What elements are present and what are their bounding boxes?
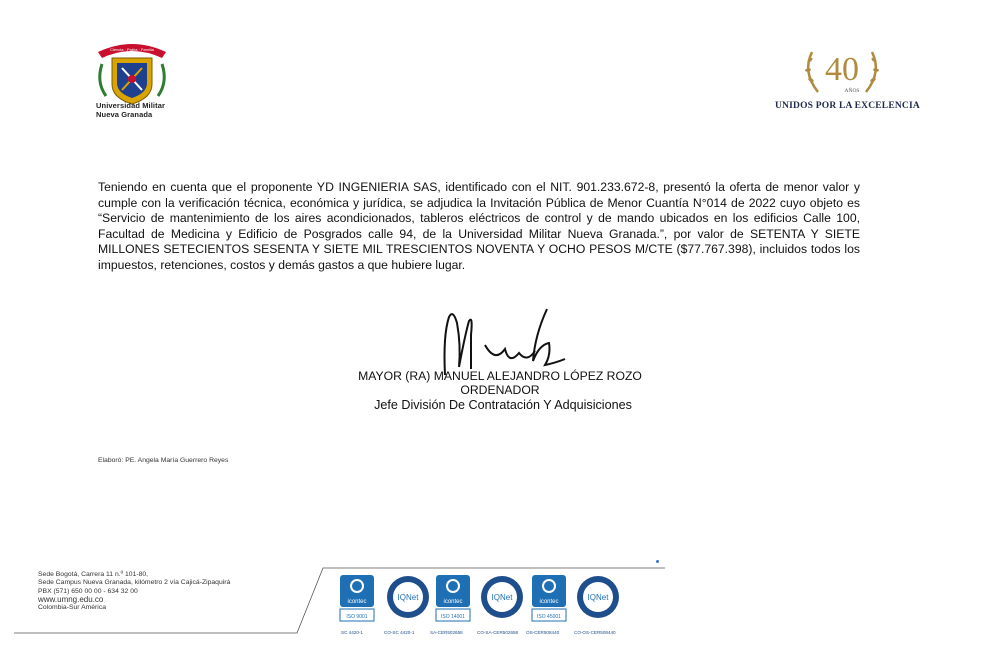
cert-code: CO-SA-CER502658	[477, 630, 519, 635]
university-line-2: Nueva Granada	[96, 109, 153, 119]
forty-years-logo	[800, 46, 884, 98]
iqnet-badge	[386, 573, 424, 630]
svg-text:ISO 45001: ISO 45001	[537, 614, 561, 620]
address-line: Sede Bogotá, Carrera 11 n.º 101-80,	[38, 571, 149, 578]
address-line: Sede Campus Nueva Granada, kilómetro 2 vía Cajicá-Zipaquirá	[38, 579, 231, 587]
website-link[interactable]: www.umng.edu.co	[38, 594, 104, 604]
signer-name: MAYOR (RA) MANUEL ALEJANDRO LÓPEZ ROZO	[358, 369, 642, 383]
svg-text:icontec: icontec	[443, 599, 463, 605]
signer-role: ORDENADOR	[460, 383, 540, 397]
iqnet-badge	[576, 573, 614, 630]
decorative-dot	[656, 560, 659, 563]
icontec-iso14001-icon	[434, 573, 472, 625]
cert-code: OS-CER508440	[526, 630, 560, 635]
award-paragraph: Teniendo en cuenta que el proponente YD INGENIERIA SAS, identificado con el NIT. 901.233.672-8, presentó la oferta de menor valor y cumple con la verificación técnica, económica y jurídica, se adjudica la Invitación Pública de Menor Cuantía N°014 de 2022 cuyo objeto es “Servicio de mantenimiento de los aires acondicionados, tableros eléctricos de control y de mando ubicados en los edificios Calle 100, Facultad de Medicina y Edificio de Posgrados calle 94, de la Universidad Militar Nueva Granada.”, por valor de SETENTA Y SIETE MILLONES SETECIENTOS SESENTA Y SIETE MIL TRESCIENTOS NOVENTA Y OCHO PESOS M/CTE ($77.767.398), incluidos todos los impuestos, retenciones, costos y demás gastos a que hubiere lugar.	[98, 180, 860, 272]
svg-text:icontec: icontec	[347, 599, 367, 605]
cert-code: SA-CER502658	[430, 630, 463, 635]
svg-text:IQNet: IQNet	[397, 593, 419, 602]
svg-text:icontec: icontec	[539, 599, 559, 605]
svg-text:40: 40	[825, 51, 859, 88]
svg-text:Ciencia · Patria · Familia: Ciencia · Patria · Familia	[110, 47, 154, 52]
footer-region: Colombia-Sur América	[38, 604, 106, 612]
cert-code: SC 4420-1	[341, 630, 363, 635]
svg-text:AÑOS: AÑOS	[844, 88, 860, 94]
svg-text:ISO 9001: ISO 9001	[346, 614, 368, 620]
iqnet-icon	[480, 573, 524, 625]
prepared-by: Elaboró: PE. Angela María Guerrero Reyes	[98, 457, 229, 464]
svg-text:ISO 14001: ISO 14001	[441, 614, 465, 620]
cert-code: CO-OS-CER508440	[574, 630, 616, 635]
address-line: PBX (571) 650 00 00 - 634 32 00	[38, 587, 138, 595]
cert-code: CO-SC 4420-1	[384, 630, 415, 635]
signer-department: Jefe División De Contratación Y Adquisiciones	[374, 398, 632, 412]
icontec-badge	[434, 573, 472, 630]
iqnet-icon	[386, 573, 430, 625]
icontec-iso9001-icon	[338, 573, 376, 625]
iqnet-icon	[576, 573, 620, 625]
footer-address	[38, 571, 230, 612]
anniversary-tagline: UNIDOS POR LA EXCELENCIA	[775, 101, 920, 111]
svg-text:IQNet: IQNet	[587, 593, 609, 602]
certification-badges	[338, 573, 638, 639]
svg-text:IQNet: IQNet	[491, 593, 513, 602]
icontec-badge	[338, 573, 376, 630]
university-line-1: Universidad Militar	[96, 101, 166, 110]
university-name	[96, 102, 165, 119]
icontec-badge	[530, 573, 568, 630]
icontec-iso45001-icon	[530, 573, 568, 625]
iqnet-badge	[480, 573, 518, 630]
